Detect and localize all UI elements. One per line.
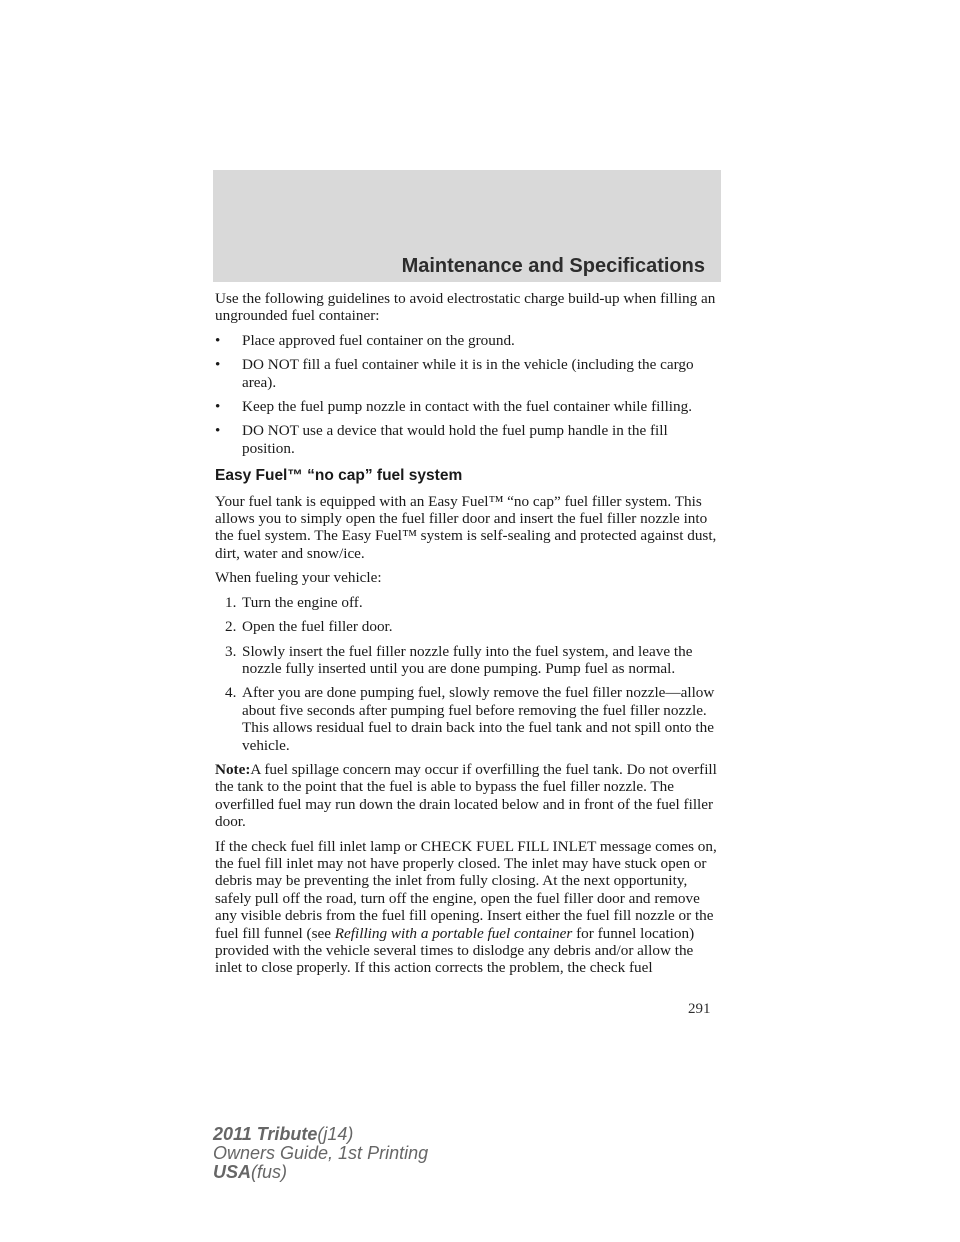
step-text: Open the fuel filler door.	[242, 618, 393, 636]
step-item	[215, 618, 720, 635]
section-paragraph: Your fuel tank is equipped with an Easy Fuel™ “no cap” fuel filler system. This allows you to simply open the fuel filler door and insert the fuel filler nozzle into the fuel system. The Easy Fuel™ system is self-sealing and protected against dust, dirt, water and snow/ice.	[215, 492, 717, 562]
bullet-icon: •	[215, 356, 221, 374]
steps-lead: When fueling your vehicle:	[215, 569, 382, 587]
step-number: 3.	[225, 642, 237, 660]
step-number: 2.	[225, 618, 237, 636]
intro-paragraph: Use the following guidelines to avoid electrostatic charge build-up when filling an ungrounded fuel container:	[215, 290, 716, 325]
bullet-item	[215, 422, 720, 457]
bullet-text: Keep the fuel pump nozzle in contact with the fuel container while filling.	[242, 398, 692, 416]
footer-model: 2011 Tribute	[213, 1124, 318, 1144]
note-text: A fuel spillage concern may occur if overfilling the fuel tank. Do not overfill the tank to the point that the fuel is able to bypass the fuel filler nozzle. The overfilled fuel may run down the drain located below and in front of the fuel filler door.	[215, 760, 717, 831]
bullet-text: DO NOT fill a fuel container while it is in the vehicle (including the cargo area).	[242, 356, 694, 391]
footer-market-code: (fus)	[251, 1162, 288, 1182]
bullet-text: DO NOT use a device that would hold the fuel pump handle in the fill position.	[242, 422, 668, 457]
bullet-item	[215, 398, 720, 415]
step-number: 1.	[225, 593, 237, 611]
step-text: After you are done pumping fuel, slowly remove the fuel filler nozzle—allow about five seconds after pumping fuel before removing the fuel filler nozzle. This allows residual fuel to drain back into the fuel tank and not spill onto the vehicle.	[242, 684, 715, 754]
inlet-text-start: If the check fuel fill inlet lamp or CHECK FUEL FILL INLET message comes on, the fuel fill inlet may not have properly closed. The inlet may have stuck open or debris may be preventing the inlet from fully closing. At the next opportunity, safely pull off the road, turn off the engine, open the fuel filler door and remove any visible debris from the fuel fill opening. Insert either the fuel fill nozzle or the fuel fill funnel (see	[215, 837, 717, 942]
bullet-icon: •	[215, 331, 221, 349]
step-item	[215, 594, 720, 611]
page-body	[215, 290, 720, 984]
page-number: 291	[688, 1001, 711, 1017]
section-header-band	[213, 170, 721, 282]
footer-line-1	[213, 1125, 428, 1144]
cross-reference-link: Refilling with a portable fuel container	[334, 924, 573, 942]
bullet-icon: •	[215, 422, 221, 440]
step-number: 4.	[225, 684, 237, 702]
document-footer	[213, 1125, 428, 1182]
note-paragraph	[215, 761, 720, 831]
footer-market: USA	[213, 1162, 252, 1182]
footer-code: (j14)	[317, 1124, 354, 1144]
step-text: Turn the engine off.	[242, 593, 363, 611]
bullet-item	[215, 356, 720, 391]
step-item	[215, 643, 720, 678]
section-header-title: Maintenance and Specifications	[401, 255, 705, 277]
footer-line-2: Owners Guide, 1st Printing	[213, 1143, 429, 1163]
inlet-paragraph	[215, 838, 720, 977]
bullet-text: Place approved fuel container on the ground.	[242, 331, 515, 349]
inlet-text-end: for funnel location) provided with the vehicle several times to dislodge any debris and/or allow the inlet to close properly. If this action corrects the problem, the check fuel	[215, 924, 695, 977]
step-item	[215, 684, 720, 754]
bullet-icon: •	[215, 398, 221, 416]
bullet-item	[215, 332, 720, 349]
section-heading: Easy Fuel™ “no cap” fuel system	[215, 467, 463, 485]
note-label: Note:	[215, 760, 251, 778]
footer-line-3	[213, 1163, 428, 1182]
step-text: Slowly insert the fuel filler nozzle fully into the fuel system, and leave the nozzle fully inserted until you are done pumping. Pump fuel as normal.	[242, 642, 693, 677]
